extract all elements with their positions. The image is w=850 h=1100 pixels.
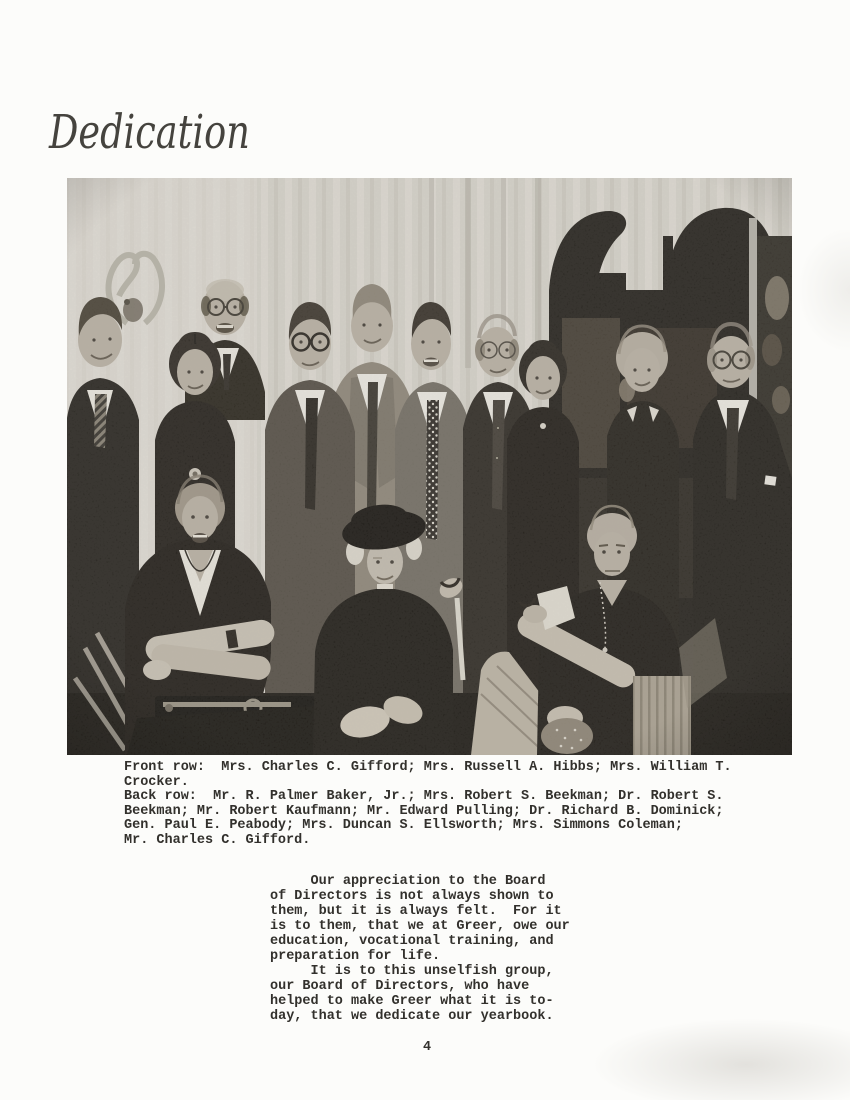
dedication-line: our Board of Directors, who have xyxy=(270,979,530,994)
caption-line: Gen. Paul E. Peabody; Mrs. Duncan S. Ellsworth; Mrs. Simmons Coleman; xyxy=(124,818,683,834)
dedication-line: preparation for life. xyxy=(270,949,441,964)
photo-caption xyxy=(124,761,804,849)
dedication-line: is to them, that we at Greer, owe our xyxy=(270,919,570,934)
dedication-line: of Directors is not always shown to xyxy=(270,889,554,904)
dedication-line: Our appreciation to the Board xyxy=(270,874,546,889)
dedication-line: It is to this unselfish group, xyxy=(270,964,554,979)
caption-line: Back row: Mr. R. Palmer Baker, Jr.; Mrs. Robert S. Beekman; Dr. Robert S. xyxy=(124,789,724,805)
caption-line: Crocker. xyxy=(124,774,189,790)
caption-line: Front row: Mrs. Charles C. Gifford; Mrs. Russell A. Hibbs; Mrs. William T. xyxy=(124,760,732,775)
dedication-line: day, that we dedicate our yearbook. xyxy=(270,1009,554,1024)
group-photo xyxy=(67,178,792,755)
caption-line: Beekman; Mr. Robert Kaufmann; Mr. Edward Pulling; Dr. Richard B. Dominick; xyxy=(124,803,724,819)
vignette xyxy=(67,178,792,755)
dedication-line: them, but it is always felt. For it xyxy=(270,904,562,919)
scan-edge-smudge xyxy=(800,230,850,350)
caption-line: Mr. Charles C. Gifford. xyxy=(124,832,311,848)
dedication-line: helped to make Greer what it is to- xyxy=(270,994,554,1009)
group-photo-art xyxy=(67,178,792,755)
page-number: 4 xyxy=(423,1040,432,1055)
dedication-line: education, vocational training, and xyxy=(270,934,554,949)
scan-shadow xyxy=(590,1018,850,1100)
page-title: Dedication xyxy=(49,105,250,160)
dedication-paragraph xyxy=(270,874,610,1024)
